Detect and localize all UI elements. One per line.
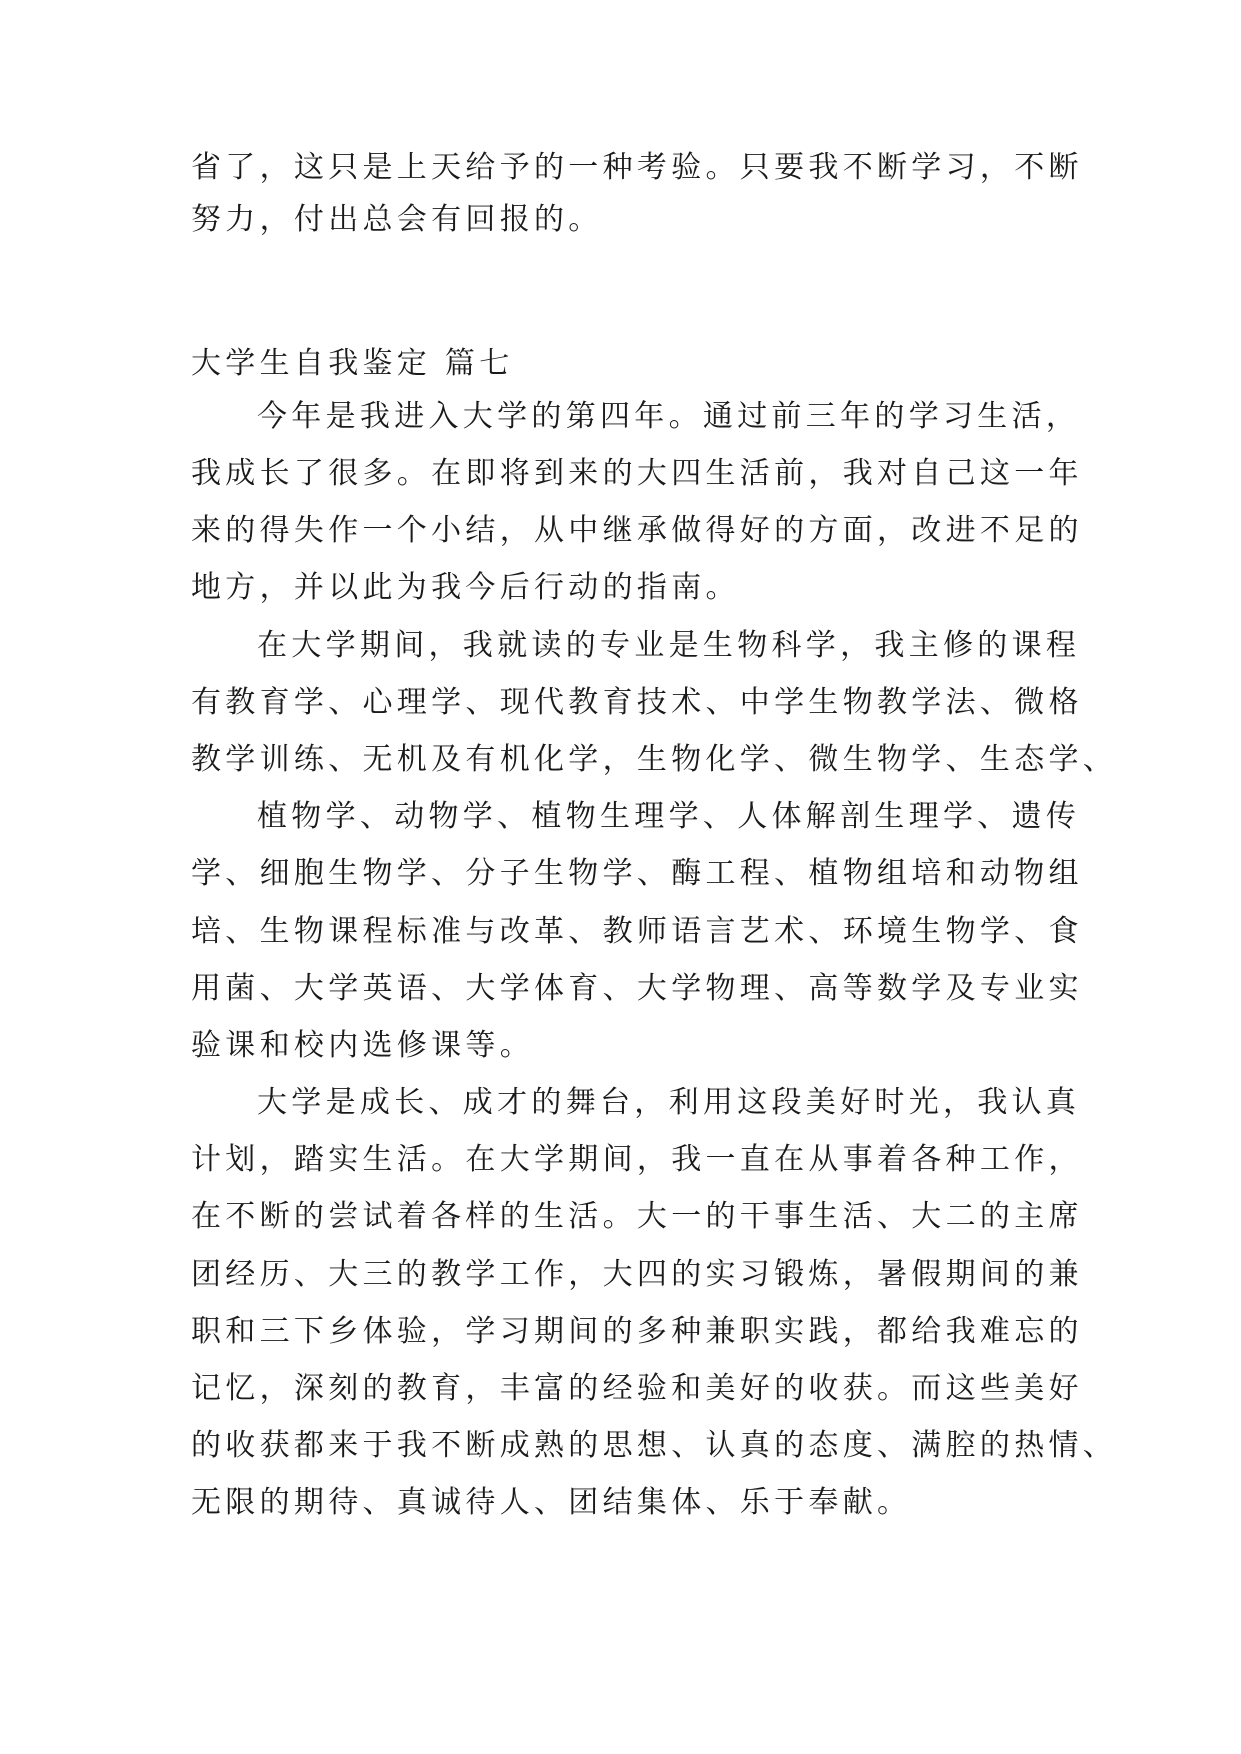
text-line: 来的得失作一个小结，从中继承做得好的方面，改进不足的 bbox=[191, 513, 1083, 548]
text-line: 验课和校内选修课等。 bbox=[191, 1028, 534, 1063]
text-line: 省了，这只是上天给予的一种考验。只要我不断学习，不断 bbox=[191, 150, 1083, 185]
text-line: 培、生物课程标准与改革、教师语言艺术、环境生物学、食 bbox=[191, 914, 1083, 949]
paragraph-first-line: 在大学期间，我就读的专业是生物科学，我主修的课程 bbox=[257, 628, 1081, 663]
text-line: 教学训练、无机及有机化学，生物化学、微生物学、生态学、 bbox=[191, 742, 1118, 777]
text-line: 的收获都来于我不断成熟的思想、认真的态度、满腔的热情、 bbox=[191, 1428, 1118, 1463]
text-line: 用菌、大学英语、大学体育、大学物理、高等数学及专业实 bbox=[191, 971, 1083, 1006]
paragraph-first-line: 植物学、动物学、植物生理学、人体解剖生理学、遗传 bbox=[257, 799, 1081, 834]
section-heading: 大学生自我鉴定 篇七 bbox=[191, 346, 514, 381]
text-line: 职和三下乡体验，学习期间的多种兼职实践，都给我难忘的 bbox=[191, 1314, 1083, 1349]
text-line: 在不断的尝试着各样的生活。大一的干事生活、大二的主席 bbox=[191, 1199, 1083, 1234]
text-line: 团经历、大三的教学工作，大四的实习锻炼，暑假期间的兼 bbox=[191, 1257, 1083, 1292]
paragraph-first-line: 今年是我进入大学的第四年。通过前三年的学习生活， bbox=[257, 399, 1081, 434]
text-line: 无限的期待、真诚待人、团结集体、乐于奉献。 bbox=[191, 1485, 912, 1520]
text-line: 学、细胞生物学、分子生物学、酶工程、植物组培和动物组 bbox=[191, 856, 1083, 891]
text-line: 计划，踏实生活。在大学期间，我一直在从事着各种工作， bbox=[191, 1142, 1083, 1177]
text-line: 记忆，深刻的教育，丰富的经验和美好的收获。而这些美好 bbox=[191, 1371, 1083, 1406]
text-line: 我成长了很多。在即将到来的大四生活前，我对自己这一年 bbox=[191, 456, 1083, 491]
paragraph-first-line: 大学是成长、成才的舞台，利用这段美好时光，我认真 bbox=[257, 1085, 1081, 1120]
text-line: 有教育学、心理学、现代教育技术、中学生物教学法、微格 bbox=[191, 685, 1083, 720]
text-line: 努力，付出总会有回报的。 bbox=[191, 202, 603, 237]
text-line: 地方，并以此为我今后行动的指南。 bbox=[191, 570, 740, 605]
